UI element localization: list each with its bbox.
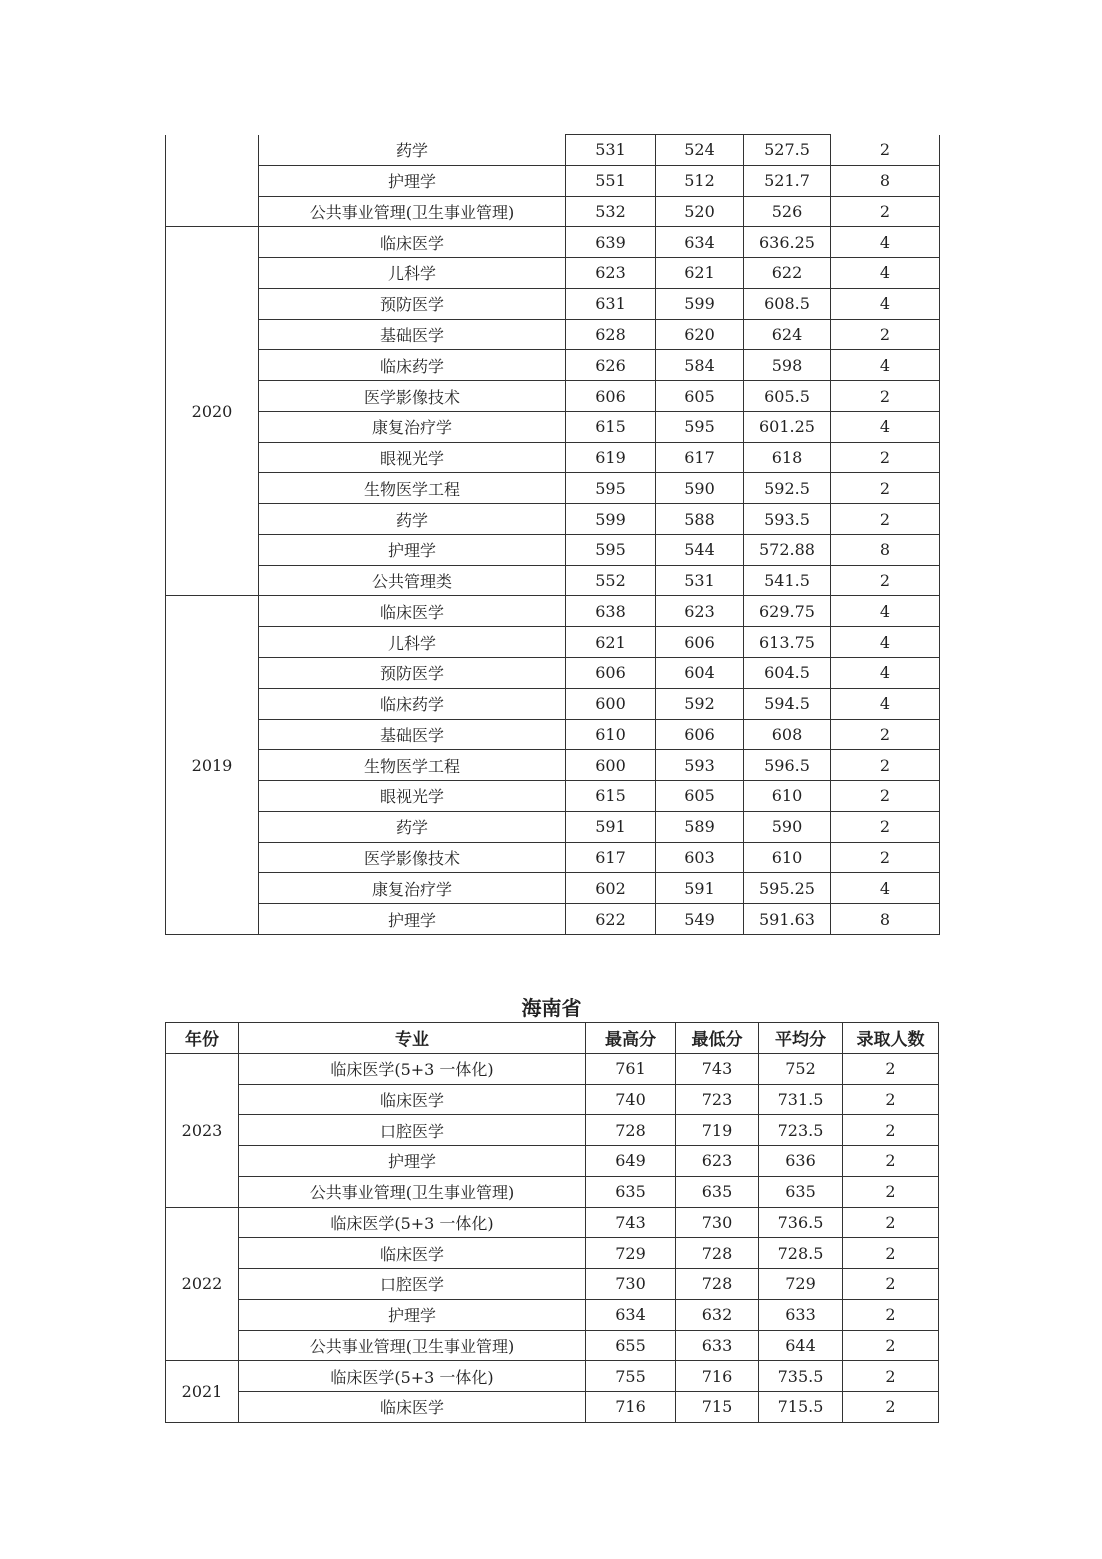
major-cell: 公共事业管理(卫生事业管理) [239,1176,586,1207]
max-score-cell: 655 [586,1330,676,1361]
year-cell: 2022 [166,1207,239,1361]
major-cell: 儿科学 [259,627,566,658]
table-row [166,1146,939,1177]
major-cell: 预防医学 [259,658,566,689]
admitted-count-cell: 2 [831,811,940,842]
avg-score-cell: 608 [744,719,831,750]
min-score-cell: 606 [656,627,744,658]
min-score-cell: 584 [656,350,744,381]
avg-score-cell: 526 [744,196,831,227]
admitted-count-cell: 2 [843,1238,939,1269]
avg-score-cell: 635 [759,1176,843,1207]
major-cell: 临床医学(5+3 一体化) [239,1207,586,1238]
min-score-cell: 604 [656,658,744,689]
admitted-count-cell: 2 [831,381,940,412]
min-score-cell: 728 [676,1238,759,1269]
max-score-cell: 621 [566,627,656,658]
admitted-count-cell: 2 [831,319,940,350]
table-row [166,319,940,350]
min-score-cell: 589 [656,811,744,842]
major-cell: 医学影像技术 [259,381,566,412]
avg-score-cell: 572.88 [744,534,831,565]
table-row [166,1207,939,1238]
max-score-cell: 755 [586,1361,676,1392]
max-score-cell: 628 [566,319,656,350]
admitted-count-cell: 2 [843,1392,939,1423]
min-score-cell: 723 [676,1084,759,1115]
min-score-cell: 524 [656,135,744,166]
major-cell: 护理学 [239,1146,586,1177]
major-cell: 临床医学(5+3 一体化) [239,1053,586,1084]
major-cell: 临床医学 [259,227,566,258]
avg-score-cell: 591.63 [744,904,831,935]
avg-score-cell: 610 [744,781,831,812]
min-score-cell: 593 [656,750,744,781]
table-row [166,596,940,627]
admitted-count-cell: 4 [831,411,940,442]
header-admitted-count: 录取人数 [843,1023,939,1054]
admitted-count-cell: 4 [831,596,940,627]
table-row [166,1084,939,1115]
table-row [166,196,940,227]
max-score-cell: 623 [566,258,656,289]
min-score-cell: 603 [656,842,744,873]
major-cell: 生物医学工程 [259,473,566,504]
table-row [166,1269,939,1300]
min-score-cell: 716 [676,1361,759,1392]
admitted-count-cell: 2 [843,1299,939,1330]
major-cell: 药学 [259,135,566,166]
year-cell: 2020 [166,227,259,596]
max-score-cell: 552 [566,565,656,596]
min-score-cell: 590 [656,473,744,504]
max-score-cell: 617 [566,842,656,873]
table-row [166,1299,939,1330]
avg-score-cell: 629.75 [744,596,831,627]
table-row [166,442,940,473]
table-row [166,565,940,596]
major-cell: 临床医学 [239,1084,586,1115]
max-score-cell: 551 [566,165,656,196]
max-score-cell: 638 [566,596,656,627]
major-cell: 临床药学 [259,350,566,381]
major-cell: 公共事业管理(卫生事业管理) [239,1330,586,1361]
min-score-cell: 715 [676,1392,759,1423]
table-row [166,534,940,565]
admitted-count-cell: 8 [831,534,940,565]
table-row [166,381,940,412]
admitted-count-cell: 4 [831,288,940,319]
avg-score-cell: 604.5 [744,658,831,689]
admitted-count-cell: 2 [831,135,940,166]
avg-score-cell: 622 [744,258,831,289]
table-row [166,842,940,873]
max-score-cell: 599 [566,504,656,535]
major-cell: 公共事业管理(卫生事业管理) [259,196,566,227]
avg-score-cell: 592.5 [744,473,831,504]
header-min-score: 最低分 [676,1023,759,1054]
major-cell: 儿科学 [259,258,566,289]
min-score-cell: 617 [656,442,744,473]
major-cell: 药学 [259,811,566,842]
max-score-cell: 619 [566,442,656,473]
table-row [166,1330,939,1361]
max-score-cell: 716 [586,1392,676,1423]
avg-score-cell: 633 [759,1299,843,1330]
year-cell: 2021 [166,1361,239,1423]
max-score-cell: 622 [566,904,656,935]
avg-score-cell: 594.5 [744,688,831,719]
min-score-cell: 621 [656,258,744,289]
admitted-count-cell: 4 [831,627,940,658]
table-row [166,227,940,258]
admitted-count-cell: 2 [831,196,940,227]
table-row [166,1361,939,1392]
header-avg-score: 平均分 [759,1023,843,1054]
avg-score-cell: 736.5 [759,1207,843,1238]
min-score-cell: 632 [676,1299,759,1330]
min-score-cell: 634 [656,227,744,258]
table-row [166,1115,939,1146]
major-cell: 康复治疗学 [259,411,566,442]
min-score-cell: 544 [656,534,744,565]
admitted-count-cell: 2 [843,1115,939,1146]
avg-score-cell: 752 [759,1053,843,1084]
major-cell: 生物医学工程 [259,750,566,781]
table1-body [166,135,940,935]
major-cell: 临床医学(5+3 一体化) [239,1361,586,1392]
table-row [166,904,940,935]
table-row [166,1238,939,1269]
min-score-cell: 606 [656,719,744,750]
table-row [166,288,940,319]
header-max-score: 最高分 [586,1023,676,1054]
avg-score-cell: 608.5 [744,288,831,319]
min-score-cell: 605 [656,381,744,412]
min-score-cell: 512 [656,165,744,196]
max-score-cell: 635 [586,1176,676,1207]
major-cell: 眼视光学 [259,442,566,473]
major-cell: 护理学 [239,1299,586,1330]
max-score-cell: 595 [566,473,656,504]
avg-score-cell: 731.5 [759,1084,843,1115]
table-row [166,658,940,689]
major-cell: 公共管理类 [259,565,566,596]
min-score-cell: 588 [656,504,744,535]
max-score-cell: 740 [586,1084,676,1115]
major-cell: 临床医学 [239,1238,586,1269]
min-score-cell: 620 [656,319,744,350]
avg-score-cell: 728.5 [759,1238,843,1269]
province-title: 海南省 [521,996,582,1020]
major-cell: 预防医学 [259,288,566,319]
table-row [166,1053,939,1084]
min-score-cell: 520 [656,196,744,227]
min-score-cell: 549 [656,904,744,935]
table2-body [166,1053,939,1422]
max-score-cell: 591 [566,811,656,842]
major-cell: 临床医学 [239,1392,586,1423]
min-score-cell: 623 [656,596,744,627]
max-score-cell: 606 [566,658,656,689]
max-score-cell: 615 [566,411,656,442]
avg-score-cell: 601.25 [744,411,831,442]
avg-score-cell: 527.5 [744,135,831,166]
table-row [166,627,940,658]
max-score-cell: 615 [566,781,656,812]
avg-score-cell: 644 [759,1330,843,1361]
table-row [166,873,940,904]
admitted-count-cell: 4 [831,658,940,689]
avg-score-cell: 521.7 [744,165,831,196]
header-row [166,1023,939,1054]
max-score-cell: 610 [566,719,656,750]
header-year: 年份 [166,1023,239,1054]
major-cell: 临床药学 [259,688,566,719]
table-row [166,781,940,812]
admitted-count-cell: 4 [831,873,940,904]
year-cell [166,135,259,227]
min-score-cell: 531 [656,565,744,596]
admitted-count-cell: 2 [843,1330,939,1361]
min-score-cell: 633 [676,1330,759,1361]
max-score-cell: 600 [566,750,656,781]
max-score-cell: 730 [586,1269,676,1300]
admitted-count-cell: 2 [831,473,940,504]
table-row [166,504,940,535]
table-row [166,1392,939,1423]
min-score-cell: 599 [656,288,744,319]
table-row [166,473,940,504]
major-cell: 护理学 [259,165,566,196]
table-row [166,411,940,442]
major-cell: 临床医学 [259,596,566,627]
avg-score-cell: 715.5 [759,1392,843,1423]
max-score-cell: 532 [566,196,656,227]
major-cell: 口腔医学 [239,1269,586,1300]
max-score-cell: 639 [566,227,656,258]
year-cell: 2019 [166,596,259,934]
avg-score-cell: 541.5 [744,565,831,596]
admitted-count-cell: 4 [831,227,940,258]
table-row [166,350,940,381]
admitted-count-cell: 8 [831,165,940,196]
min-score-cell: 623 [676,1146,759,1177]
table-row [166,165,940,196]
avg-score-cell: 613.75 [744,627,831,658]
min-score-cell: 605 [656,781,744,812]
year-cell: 2023 [166,1053,239,1207]
table-row [166,750,940,781]
table-row [166,811,940,842]
admitted-count-cell: 4 [831,688,940,719]
avg-score-cell: 596.5 [744,750,831,781]
avg-score-cell: 618 [744,442,831,473]
min-score-cell: 595 [656,411,744,442]
admitted-count-cell: 2 [831,442,940,473]
min-score-cell: 635 [676,1176,759,1207]
max-score-cell: 649 [586,1146,676,1177]
admitted-count-cell: 2 [843,1269,939,1300]
table-row [166,688,940,719]
admitted-count-cell: 2 [831,504,940,535]
max-score-cell: 626 [566,350,656,381]
table-row [166,1176,939,1207]
avg-score-cell: 595.25 [744,873,831,904]
max-score-cell: 595 [566,534,656,565]
admitted-count-cell: 2 [831,565,940,596]
max-score-cell: 729 [586,1238,676,1269]
avg-score-cell: 636 [759,1146,843,1177]
max-score-cell: 602 [566,873,656,904]
max-score-cell: 606 [566,381,656,412]
table-row [166,258,940,289]
hainan-admission-scores-table [165,1022,939,1423]
avg-score-cell: 590 [744,811,831,842]
major-cell: 基础医学 [259,719,566,750]
avg-score-cell: 723.5 [759,1115,843,1146]
avg-score-cell: 735.5 [759,1361,843,1392]
admitted-count-cell: 2 [843,1176,939,1207]
avg-score-cell: 610 [744,842,831,873]
admitted-count-cell: 2 [843,1053,939,1084]
max-score-cell: 728 [586,1115,676,1146]
min-score-cell: 719 [676,1115,759,1146]
admitted-count-cell: 2 [831,719,940,750]
avg-score-cell: 729 [759,1269,843,1300]
max-score-cell: 531 [566,135,656,166]
min-score-cell: 743 [676,1053,759,1084]
major-cell: 药学 [259,504,566,535]
header-major: 专业 [239,1023,586,1054]
admitted-count-cell: 2 [831,781,940,812]
max-score-cell: 634 [586,1299,676,1330]
table-row [166,719,940,750]
table-row [166,135,940,166]
admitted-count-cell: 4 [831,350,940,381]
major-cell: 护理学 [259,904,566,935]
major-cell: 基础医学 [259,319,566,350]
max-score-cell: 600 [566,688,656,719]
min-score-cell: 728 [676,1269,759,1300]
admitted-count-cell: 2 [843,1146,939,1177]
min-score-cell: 730 [676,1207,759,1238]
admitted-count-cell: 2 [831,750,940,781]
max-score-cell: 761 [586,1053,676,1084]
admitted-count-cell: 2 [843,1207,939,1238]
admitted-count-cell: 4 [831,258,940,289]
min-score-cell: 592 [656,688,744,719]
avg-score-cell: 624 [744,319,831,350]
major-cell: 医学影像技术 [259,842,566,873]
major-cell: 眼视光学 [259,781,566,812]
admitted-count-cell: 8 [831,904,940,935]
avg-score-cell: 593.5 [744,504,831,535]
min-score-cell: 591 [656,873,744,904]
admitted-count-cell: 2 [843,1084,939,1115]
admitted-count-cell: 2 [843,1361,939,1392]
avg-score-cell: 605.5 [744,381,831,412]
major-cell: 口腔医学 [239,1115,586,1146]
admission-scores-table-continued [165,134,940,935]
avg-score-cell: 598 [744,350,831,381]
major-cell: 护理学 [259,534,566,565]
max-score-cell: 631 [566,288,656,319]
avg-score-cell: 636.25 [744,227,831,258]
admitted-count-cell: 2 [831,842,940,873]
major-cell: 康复治疗学 [259,873,566,904]
max-score-cell: 743 [586,1207,676,1238]
